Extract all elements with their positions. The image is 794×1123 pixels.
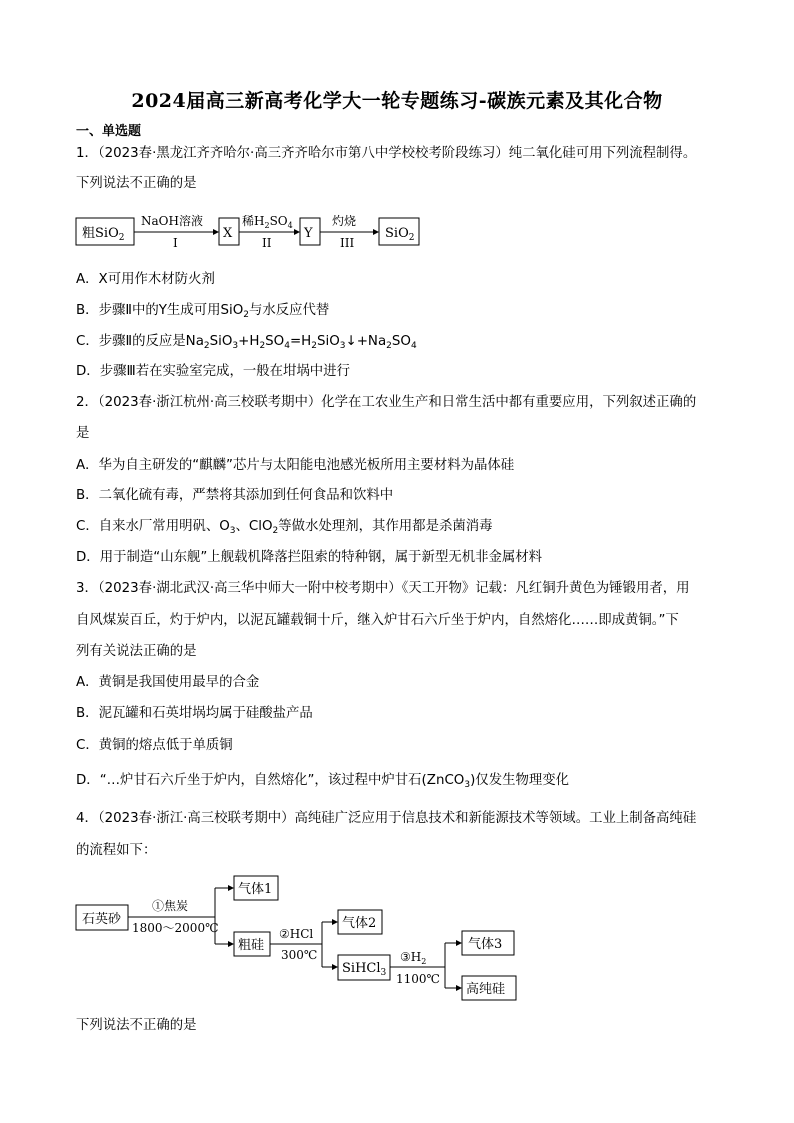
q1-option-a: A．X可用作木材防火剂 <box>76 272 215 287</box>
q1-arrow1-step: I <box>173 236 178 250</box>
svg-text:Y: Y <box>304 226 313 241</box>
q4-stem-line2: 的流程如下： <box>76 843 157 858</box>
svg-text:SiO2: SiO$_2$ <box>385 226 415 243</box>
svg-text:SiHCl3: SiHCl$_3$ <box>342 961 387 978</box>
q3-option-b: B．泥瓦罐和石英坩埚均属于硅酸盐产品 <box>76 706 313 721</box>
q1-option-d: D．步骤Ⅲ若在实验室完成，一般在坩埚中进行 <box>76 364 350 379</box>
q1-arrow2-reagent: 稀$H_2SO_4$ <box>242 214 293 230</box>
q4-stem-line3: 下列说法不正确的是 <box>76 1018 197 1033</box>
q4-step3-condition: 1100℃ <box>396 972 440 986</box>
svg-text:X: X <box>223 226 233 241</box>
q2-option-b: B．二氧化硫有毒，严禁将其添加到任何食品和饮料中 <box>76 488 394 503</box>
q3-stem-line2: 自风煤炭百丘，灼于炉内，以泥瓦罐载铜十斤，继入炉甘石六斤坐于炉内，自然熔化……即成黄铜。”下 <box>76 613 679 628</box>
q4-step1-condition: 1800～2000℃ <box>132 921 219 935</box>
svg-text:气体2: 气体2 <box>342 916 377 931</box>
q2-option-a: A．华为自主研发的“麒麟”芯片与太阳能电池感光板所用主要材料为晶体硅 <box>76 458 515 473</box>
q1-arrow1-reagent: NaOH溶液 <box>141 214 203 228</box>
page-title: 2024届高三新高考化学大一轮专题练习-碳族元素及其化合物 <box>131 90 663 112</box>
svg-text:石英砂: 石英砂 <box>82 912 122 927</box>
q1-arrow3-step: III <box>340 236 355 250</box>
q1-stem-line2: 下列说法不正确的是 <box>76 176 197 191</box>
q3-option-d: D．“…炉甘石六斤坐于炉内，自然熔化”，该过程中炉甘石(ZnCO$_3$)仅发生物理变化 <box>76 773 570 790</box>
q4-step1-reagent: ①焦炭 <box>152 899 189 913</box>
svg-text:高纯硅: 高纯硅 <box>466 982 506 997</box>
q4-step2-condition: 300℃ <box>281 948 318 962</box>
svg-text:气体3: 气体3 <box>468 937 503 952</box>
q4-flowchart <box>70 870 530 1005</box>
q2-stem-line1: 2．（2023春·浙江杭州·高三校联考期中）化学在工农业生产和日常生活中都有重要应用，下列叙述正确的 <box>76 395 697 410</box>
q2-option-d: D．用于制造“山东舰”上舰载机降落拦阻索的特种钢，属于新型无机非金属材料 <box>76 550 543 565</box>
q1-arrow2-step: II <box>262 236 272 250</box>
q3-stem-line3: 列有关说法正确的是 <box>76 644 197 659</box>
q3-option-c: C．黄铜的熔点低于单质铜 <box>76 738 233 753</box>
q2-option-c: C．自来水厂常用明矾、$O_3$、ClO$_2$等做水处理剂，其作用都是杀菌消毒 <box>76 519 493 536</box>
q4-step2-reagent: ②HCl <box>279 927 314 941</box>
q1-arrow3-reagent: 灼烧 <box>332 214 357 228</box>
q3-stem-line1: 3．（2023春·湖北武汉·高三华中师大一附中校考期中）《天工开物》记载：凡红铜升黄色为锤锻用者，用 <box>76 581 690 596</box>
svg-text:粗SiO2: 粗SiO$_2$ <box>82 226 125 243</box>
q4-step3-reagent: $③H_2$ <box>400 950 427 966</box>
q3-option-a: A．黄铜是我国使用最早的合金 <box>76 675 260 690</box>
q1-option-b: B．步骤Ⅱ中的Y生成可用SiO$_2$与水反应代替 <box>76 303 330 320</box>
q1-flowchart <box>70 205 430 255</box>
svg-text:气体1: 气体1 <box>238 882 273 897</box>
svg-text:粗硅: 粗硅 <box>238 938 265 953</box>
q2-stem-line2: 是 <box>76 426 90 441</box>
q1-option-c: C．步骤Ⅱ的反应是$Na_2SiO_3+H_2SO_4=H_2SiO_3↓+Na_2SO_4$ <box>76 334 417 351</box>
section-heading: 一、单选题 <box>76 124 142 139</box>
q1-stem-line1: 1．（2023春·黑龙江齐齐哈尔·高三齐齐哈尔市第八中学校校考阶段练习）纯二氧化硅可用下列流程制得。 <box>76 146 697 161</box>
q4-stem-line1: 4．（2023春·浙江·高三校联考期中）高纯硅广泛应用于信息技术和新能源技术等领域。工业上制备高纯硅 <box>76 811 697 826</box>
